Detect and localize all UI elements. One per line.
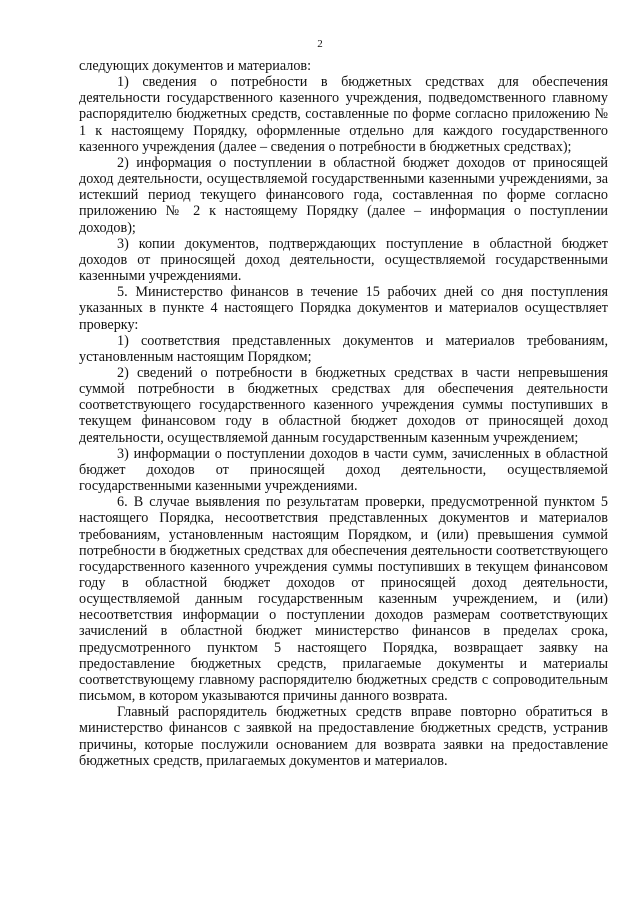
paragraph-clause-5-item-3: 3) информации о поступлении доходов в части сумм, зачисленных в областной бюджет доходов от приносящей доход деятельности, осуществляемой государственными казенными учреждениями.: [79, 445, 608, 495]
paragraph-intro: следующих документов и материалов:: [79, 58, 312, 74]
paragraph-item-3: 3) копии документов, подтверждающих поступление в областной бюджет доходов от приносящей доход деятельности, осуществляемой государственными казенными учреждениями.: [79, 235, 608, 285]
document-body: [79, 58, 608, 769]
page-number: 2: [317, 38, 323, 50]
paragraph-item-1: 1) сведения о потребности в бюджетных средствах для обеспечения деятельности государственного казенного учреждения, подведомственного главному распорядителю бюджетных средств, составленные по форме согласно приложению № 1 к настоящему Порядку, оформленные отдельно для каждого государственного казенного учреждения (далее – сведения о потребности в бюджетных средствах);: [79, 74, 608, 155]
paragraph-clause-5: 5. Министерство финансов в течение 15 рабочих дней со дня поступления указанных в пункте 4 настоящего Порядка документов и материалов осуществляет проверку:: [79, 284, 608, 333]
paragraph-item-2: 2) информация о поступлении в областной бюджет доходов от приносящей доход деятельности, осуществляемой государственными казенными учреждениями, за истекший период текущего финансового года, составленная по форме согласно приложению № 2 к настоящему Порядку (далее – информация о поступлении доходов);: [79, 154, 608, 236]
paragraph-clause-6: 6. В случае выявления по результатам проверки, предусмотренной пунктом 5 настоящего Порядка, несоответствия представленных документов и материалов требованиям, установленным настоящим Порядком, и (или) превышения суммой потребности в бюджетных средствах для обеспечения деятельности соответствующего государственного казенного учреждения суммы поступивших в текущем финансовом году в областной бюджет доходов от приносящей доход деятельности, осуществляемой данным государственным казенным учреждением, и (или) несоответствия информации о поступлении доходов размерам соответствующих зачислений в областной бюджет министерство финансов в пределах срока, предусмотренного пунктом 5 настоящего Порядка, возвращает заявку на предоставление бюджетных средств, прилагаемые документы и материалы соответствующему главному распорядителю бюджетных средств с сопроводительным письмом, в котором указываются причины данного возврата.: [79, 494, 608, 705]
paragraph-clause-5-item-1: 1) соответствия представленных документов и материалов требованиям, установленным настоящим Порядком;: [79, 332, 608, 365]
paragraph-final: Главный распорядитель бюджетных средств вправе повторно обратиться в министерство финансов с заявкой на предоставление бюджетных средств, устранив причины, которые послужили основанием для возврата заявки на предоставление бюджетных средств, прилагаемых документов и материалов.: [79, 704, 608, 769]
paragraph-clause-5-item-2: 2) сведений о потребности в бюджетных средствах в части непревышения суммой потребности в бюджетных средствах для обеспечения деятельности соответствующего государственного казенного учреждения суммы поступивших в текущем финансовом году в областной бюджет доходов от приносящей доход деятельности, осуществляемой данным государственным казенным учреждением;: [79, 364, 608, 446]
